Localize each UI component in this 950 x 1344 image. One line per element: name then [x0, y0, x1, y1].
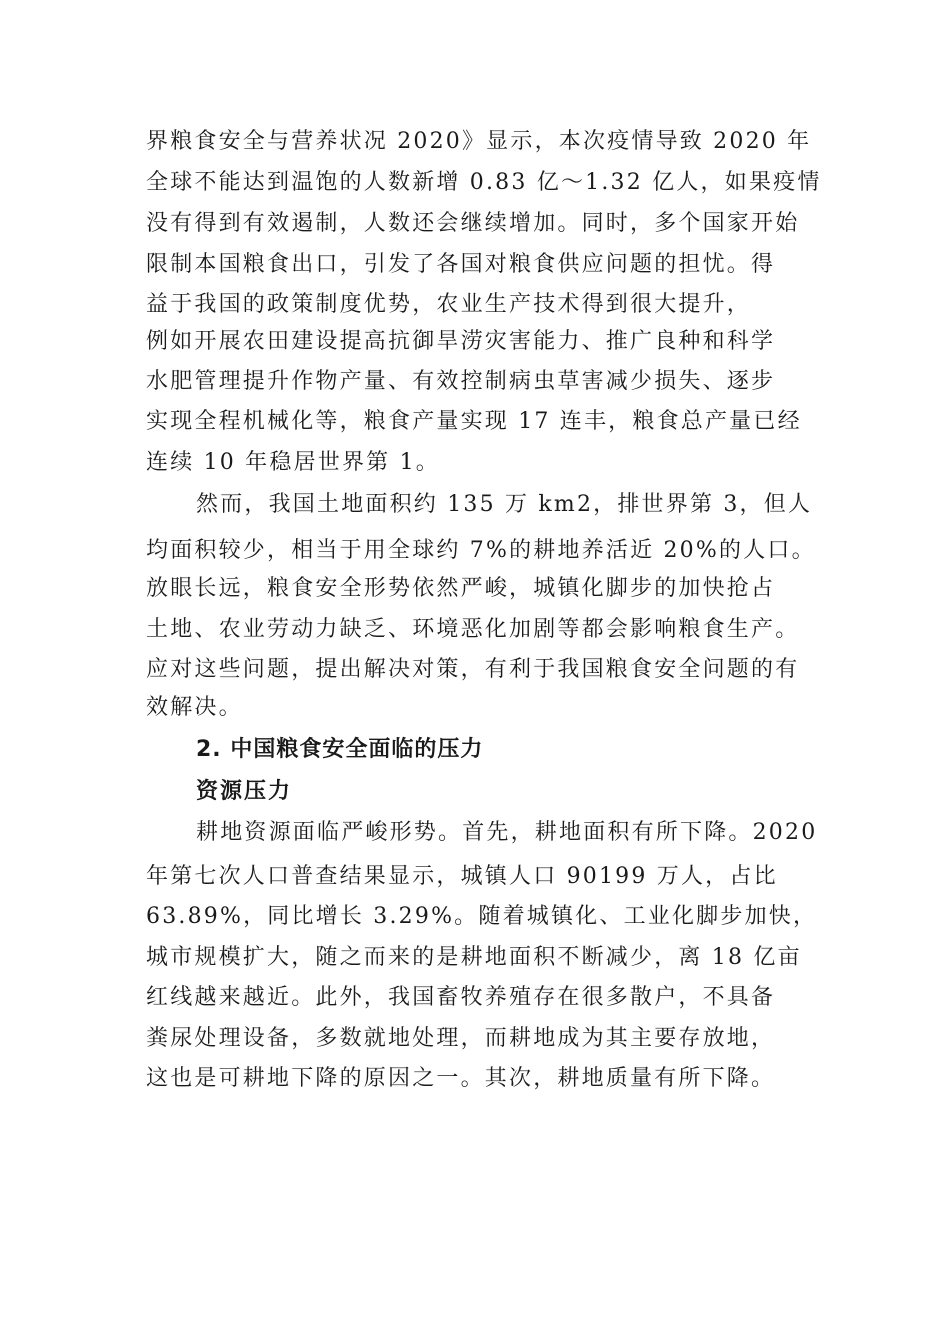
paragraph-line: 红线越来越近。此外，我国畜牧养殖存在很多散户，不具备 [146, 985, 776, 1010]
subsection-heading: 资源压力 [196, 778, 293, 804]
paragraph-line: 年第七次人口普查结果显示，城镇人口 90199 万人，占比 [146, 864, 778, 889]
paragraph-line: 63.89%，同比增长 3.29%。随着城镇化、工业化脚步加快， [146, 904, 818, 929]
paragraph-line: 界粮食安全与营养状况 2020》显示，本次疫情导致 2020 年 [146, 129, 812, 154]
paragraph-line: 限制本国粮食出口，引发了各国对粮食供应问题的担忧。得 [146, 252, 776, 277]
paragraph-line: 应对这些问题，提出解决对策，有利于我国粮食安全问题的有 [146, 657, 800, 682]
paragraph-line: 均面积较少，相当于用全球约 7%的耕地养活近 20%的人口。 [146, 538, 816, 563]
paragraph-line: 全球不能达到温饱的人数新增 0.83 亿～1.32 亿人，如果疫情 [146, 170, 822, 195]
paragraph-line: 例如开展农田建设提高抗御旱涝灾害能力、推广良种和科学 [146, 329, 776, 354]
paragraph-line: 连续 10 年稳居世界第 1。 [146, 450, 440, 475]
paragraph-line: 这也是可耕地下降的原因之一。其次，耕地质量有所下降。 [146, 1066, 776, 1091]
paragraph-line: 效解决。 [146, 695, 243, 720]
section-heading: 2. 中国粮食安全面临的压力 [196, 737, 484, 762]
paragraph-line: 放眼长远，粮食安全形势依然严峻，城镇化脚步的加快抢占 [146, 576, 776, 601]
paragraph-line: 没有得到有效遏制，人数还会继续增加。同时，多个国家开始 [146, 211, 800, 236]
paragraph-line: 实现全程机械化等，粮食产量实现 17 连丰，粮食总产量已经 [146, 409, 802, 434]
paragraph-line: 耕地资源面临严峻形势。首先，耕地面积有所下降。2020 [196, 820, 818, 845]
paragraph-line: 粪尿处理设备，多数就地处理，而耕地成为其主要存放地， [146, 1026, 776, 1051]
paragraph-line: 土地、农业劳动力缺乏、环境恶化加剧等都会影响粮食生产。 [146, 617, 800, 642]
paragraph-line: 水肥管理提升作物产量、有效控制病虫草害减少损失、逐步 [146, 369, 776, 394]
paragraph-line: 城市规模扩大，随之而来的是耕地面积不断减少，离 18 亿亩 [146, 945, 802, 970]
paragraph-line: 益于我国的政策制度优势，农业生产技术得到很大提升， [146, 292, 752, 317]
paragraph-line: 然而，我国土地面积约 135 万 km2，排世界第 3，但人 [196, 492, 813, 517]
